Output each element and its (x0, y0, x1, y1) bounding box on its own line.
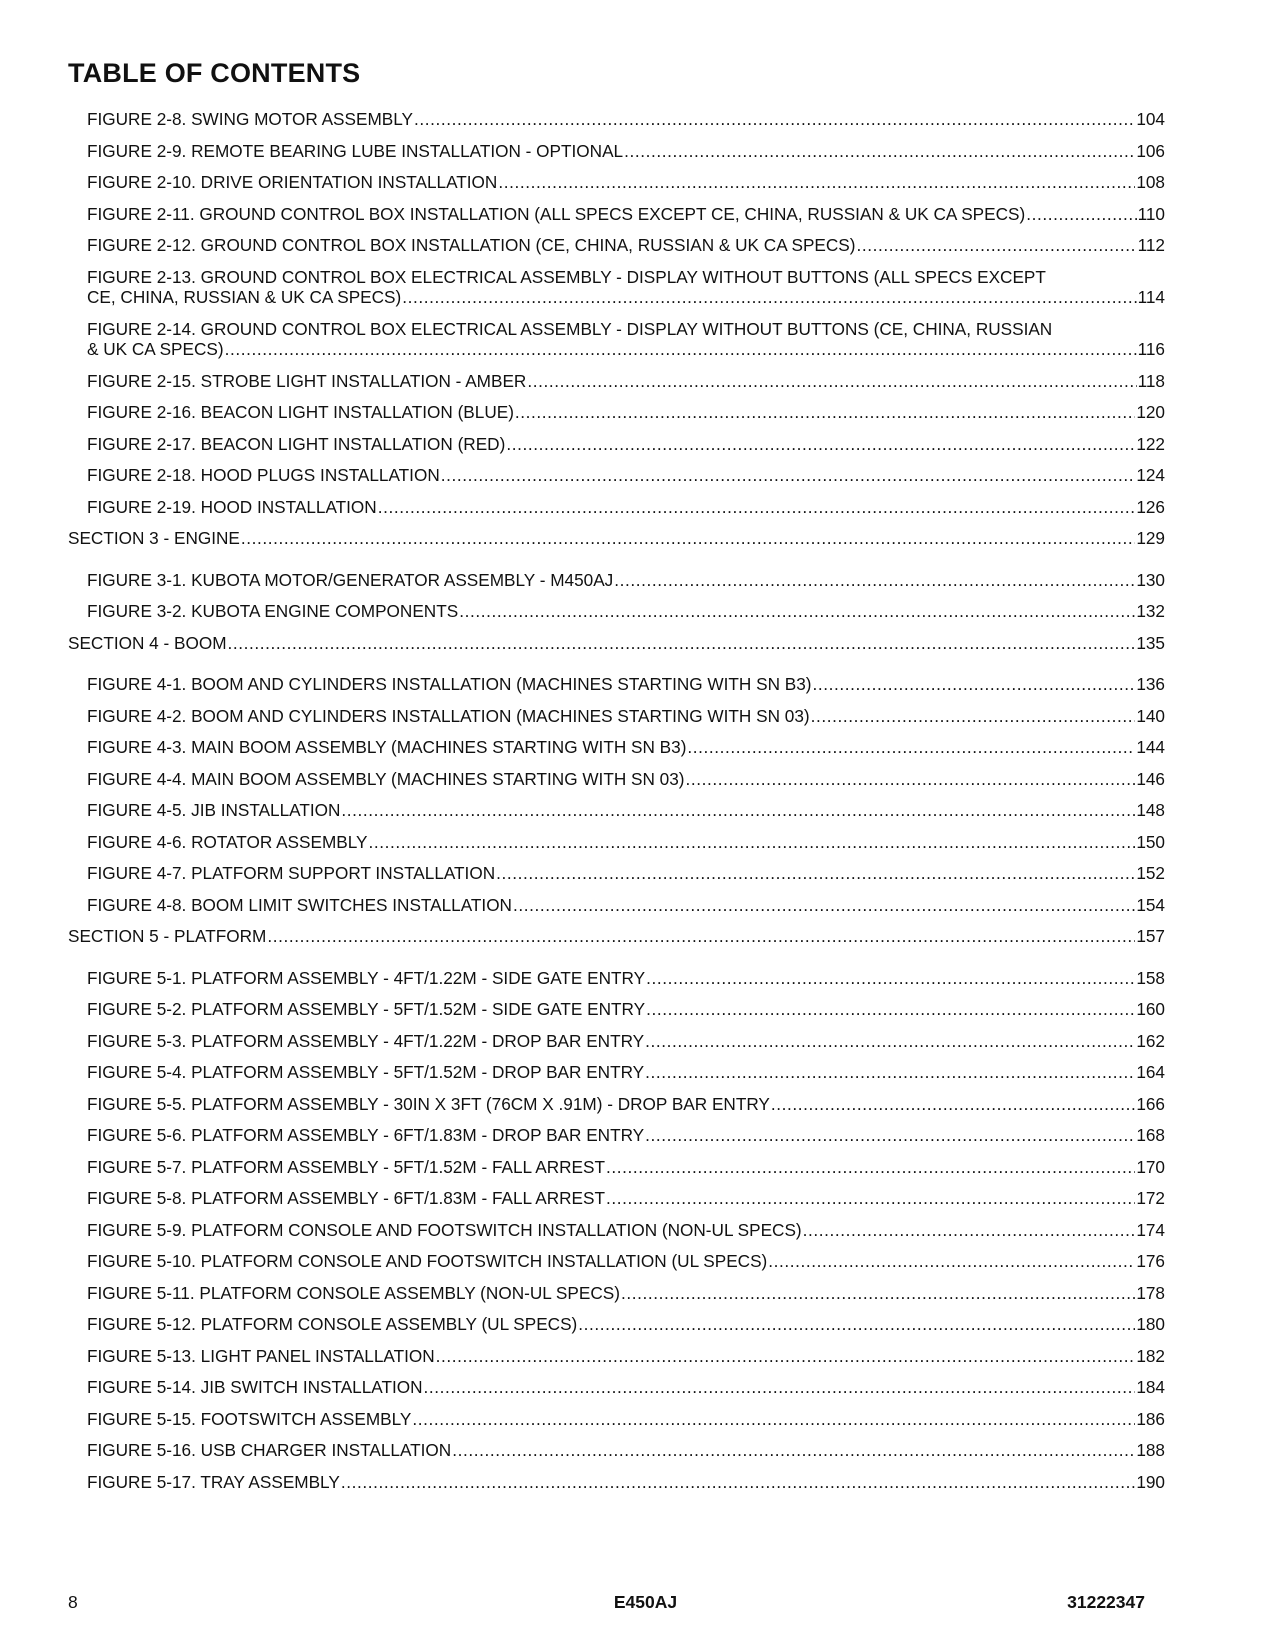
dot-leader (645, 1031, 1135, 1052)
toc-entry-page-number: 182 (1136, 1345, 1165, 1366)
toc-entry-row (87, 706, 1165, 727)
toc-entry-title: FIGURE 5-10. PLATFORM CONSOLE AND FOOTSWITCH INSTALLATION (UL SPECS) (87, 1251, 768, 1271)
toc-figure-entry[interactable] (68, 204, 1165, 225)
toc-entry-page-number: 172 (1136, 1188, 1165, 1208)
toc-figure-entry[interactable] (68, 1472, 1165, 1493)
toc-entry-title: FIGURE 5-7. PLATFORM ASSEMBLY - 5FT/1.52M - FALL ARREST (87, 1156, 605, 1177)
dot-leader (414, 109, 1135, 130)
toc-entry-row (68, 633, 1165, 654)
dot-leader (402, 287, 1136, 308)
toc-entry-row (87, 1377, 1165, 1398)
toc-figure-entry[interactable] (68, 1125, 1165, 1146)
toc-figure-entry[interactable] (68, 1031, 1165, 1052)
toc-entry-row (68, 528, 1165, 549)
toc-figure-entry[interactable] (68, 465, 1165, 486)
dot-leader (813, 674, 1136, 695)
toc-entry-title: FIGURE 4-7. PLATFORM SUPPORT INSTALLATION (87, 863, 496, 883)
dot-leader (452, 1440, 1135, 1461)
toc-entry-page-number: 120 (1136, 402, 1165, 422)
toc-figure-entry[interactable] (68, 601, 1165, 622)
dot-leader (506, 434, 1135, 455)
toc-entry-page-number: 162 (1136, 1030, 1165, 1051)
toc-entry-page-number: 178 (1136, 1282, 1165, 1303)
toc-entry-row (87, 1283, 1165, 1304)
dot-leader (496, 863, 1135, 884)
toc-figure-entry[interactable] (68, 109, 1165, 130)
dot-leader (856, 235, 1136, 256)
toc-entry-row (87, 674, 1165, 695)
page-title: TABLE OF CONTENTS (68, 58, 361, 88)
toc-entry-row (87, 737, 1165, 758)
toc-entry-page-number: 170 (1136, 1156, 1165, 1177)
toc-entry-page-number: 124 (1136, 465, 1165, 485)
toc-entry-page-number: 188 (1136, 1440, 1165, 1460)
toc-entry-title: FIGURE 5-8. PLATFORM ASSEMBLY - 6FT/1.83M - FALL ARREST (87, 1188, 605, 1208)
toc-figure-entry[interactable] (68, 769, 1165, 790)
dot-leader (614, 570, 1135, 591)
toc-entry-row (87, 1125, 1165, 1146)
toc-entry-title: FIGURE 4-8. BOOM LIMIT SWITCHES INSTALLATION (87, 894, 512, 915)
toc-entry-page-number: 166 (1136, 1093, 1165, 1114)
toc-entry-title: FIGURE 4-2. BOOM AND CYLINDERS INSTALLATION (MACHINES STARTING WITH SN 03) (87, 705, 810, 726)
dot-leader (228, 633, 1136, 654)
toc-figure-entry[interactable] (68, 1188, 1165, 1209)
dot-leader (621, 1283, 1135, 1304)
toc-entry-title: FIGURE 4-1. BOOM AND CYLINDERS INSTALLATION (MACHINES STARTING WITH SN B3) (87, 674, 812, 694)
dot-leader (459, 601, 1135, 622)
toc-entry-title: FIGURE 2-19. HOOD INSTALLATION (87, 496, 377, 517)
toc-entry-title: FIGURE 2-16. BEACON LIGHT INSTALLATION (BLUE) (87, 402, 514, 422)
toc-entry-row (87, 601, 1165, 622)
toc-entry-title: FIGURE 5-12. PLATFORM CONSOLE ASSEMBLY (UL SPECS) (87, 1314, 578, 1334)
toc-entry-title: SECTION 3 - ENGINE (68, 528, 240, 548)
toc-section-entry[interactable] (68, 633, 1165, 654)
toc-entry-title: FIGURE 2-10. DRIVE ORIENTATION INSTALLATION (87, 172, 498, 192)
toc-entry-row (87, 1220, 1165, 1241)
toc-entry-title: FIGURE 2-12. GROUND CONTROL BOX INSTALLATION (CE, CHINA, RUSSIAN & UK CA SPECS) (87, 235, 856, 255)
toc-figure-entry[interactable] (68, 832, 1165, 853)
toc-entry-title: FIGURE 3-2. KUBOTA ENGINE COMPONENTS (87, 601, 459, 621)
dot-leader (341, 800, 1135, 821)
dot-leader (498, 172, 1135, 193)
toc-entry-row (87, 287, 1165, 308)
toc-entry-row (87, 204, 1165, 225)
toc-entry-page-number: 116 (1137, 339, 1165, 359)
toc-entry-row (87, 1472, 1165, 1493)
dot-leader (513, 895, 1135, 916)
toc-entry-page-number: 184 (1136, 1377, 1165, 1397)
page-footer (68, 1592, 1145, 1616)
toc-figure-entry[interactable] (68, 235, 1165, 256)
footer-page-number: 8 (68, 1592, 78, 1612)
toc-entry-row (87, 999, 1165, 1020)
toc-entry-title: FIGURE 5-11. PLATFORM CONSOLE ASSEMBLY (NON-UL SPECS) (87, 1282, 620, 1303)
toc-entry-title: FIGURE 5-16. USB CHARGER INSTALLATION (87, 1440, 452, 1460)
dot-leader (412, 1409, 1135, 1430)
toc-figure-entry[interactable] (68, 1346, 1165, 1367)
toc-entry-page-number: 132 (1136, 601, 1165, 621)
dot-leader (241, 528, 1135, 549)
dot-leader (624, 141, 1135, 162)
toc-entry-row (87, 434, 1165, 455)
dot-leader (606, 1157, 1135, 1178)
toc-figure-entry[interactable] (68, 141, 1165, 162)
toc-entry-title: FIGURE 4-4. MAIN BOOM ASSEMBLY (MACHINES STARTING WITH SN 03) (87, 768, 685, 789)
dot-leader (378, 497, 1136, 518)
toc-entry-row (87, 968, 1165, 989)
toc-entry-page-number: 174 (1136, 1219, 1165, 1240)
toc-entry-page-number: 122 (1136, 433, 1165, 454)
toc-entry-row (87, 141, 1165, 162)
toc-entry-page-number: 108 (1136, 172, 1165, 192)
toc-entry-page-number: 158 (1136, 967, 1165, 988)
toc-entry-page-number: 135 (1136, 632, 1165, 653)
toc-entry-page-number: 168 (1136, 1125, 1165, 1145)
toc-entry-title: SECTION 4 - BOOM (68, 632, 227, 653)
toc-entry-page-number: 190 (1136, 1471, 1165, 1492)
toc-entry-row (87, 1251, 1165, 1272)
toc-entry-page-number: 144 (1136, 737, 1165, 757)
toc-entry-title: FIGURE 5-17. TRAY ASSEMBLY (87, 1471, 340, 1492)
toc-entry-page-number: 106 (1136, 140, 1165, 161)
toc-figure-entry[interactable] (68, 895, 1165, 916)
toc-entry-row (68, 926, 1165, 947)
toc-figure-entry[interactable] (68, 737, 1165, 758)
dot-leader (606, 1188, 1135, 1209)
toc-entry-row (87, 402, 1165, 423)
dot-leader (811, 706, 1136, 727)
toc-entry-row (87, 800, 1165, 821)
toc-entry-row (87, 1062, 1165, 1083)
toc-entry-row (87, 863, 1165, 884)
dot-leader (768, 1251, 1135, 1272)
toc-entry-row (87, 465, 1165, 486)
toc-entry-page-number: 186 (1136, 1408, 1165, 1429)
dot-leader (527, 371, 1136, 392)
toc-entry-title: FIGURE 2-9. REMOTE BEARING LUBE INSTALLATION - OPTIONAL (87, 140, 624, 161)
toc-figure-entry[interactable] (68, 319, 1165, 360)
toc-entry-title: FIGURE 2-11. GROUND CONTROL BOX INSTALLATION (ALL SPECS EXCEPT CE, CHINA, RUSSIAN & UK CA SPECS) (87, 203, 1026, 224)
toc-figure-entry[interactable] (68, 1377, 1165, 1398)
toc-figure-entry[interactable] (68, 968, 1165, 989)
toc-figure-entry[interactable] (68, 1314, 1165, 1335)
toc-entry-page-number: 146 (1136, 768, 1165, 789)
toc-entry-page-number: 126 (1136, 496, 1165, 517)
toc-figure-entry[interactable] (68, 999, 1165, 1020)
table-of-contents (68, 109, 1165, 1503)
toc-entry-title: FIGURE 4-6. ROTATOR ASSEMBLY (87, 831, 368, 852)
toc-entry-title: FIGURE 5-4. PLATFORM ASSEMBLY - 5FT/1.52M - DROP BAR ENTRY (87, 1062, 645, 1082)
toc-entry-row (87, 109, 1165, 130)
toc-entry-title: FIGURE 5-13. LIGHT PANEL INSTALLATION (87, 1345, 435, 1366)
toc-entry-title: FIGURE 2-15. STROBE LIGHT INSTALLATION - AMBER (87, 370, 527, 391)
dot-leader (645, 1125, 1135, 1146)
toc-entry-title: FIGURE 2-17. BEACON LIGHT INSTALLATION (RED) (87, 433, 506, 454)
toc-figure-entry[interactable] (68, 1440, 1165, 1461)
toc-entry-page-number: 110 (1137, 203, 1165, 224)
toc-entry-row (87, 1031, 1165, 1052)
toc-entry-page-number: 140 (1136, 705, 1165, 726)
toc-entry-title: FIGURE 5-5. PLATFORM ASSEMBLY - 30IN X 3FT (76CM X .91M) - DROP BAR ENTRY (87, 1093, 770, 1114)
dot-leader (771, 1094, 1135, 1115)
toc-figure-entry[interactable] (68, 1251, 1165, 1272)
toc-figure-entry[interactable] (68, 172, 1165, 193)
toc-entry-row (87, 1094, 1165, 1115)
dot-leader (646, 999, 1135, 1020)
toc-figure-entry[interactable] (68, 674, 1165, 695)
dot-leader (578, 1314, 1135, 1335)
dot-leader (686, 769, 1136, 790)
toc-entry-page-number: 148 (1136, 800, 1165, 820)
toc-figure-entry[interactable] (68, 1062, 1165, 1083)
dot-leader (368, 832, 1135, 853)
dot-leader (515, 402, 1135, 423)
toc-entry-row (87, 497, 1165, 518)
toc-entry-page-number: 180 (1136, 1314, 1165, 1334)
toc-entry-page-number: 104 (1136, 109, 1165, 129)
dot-leader (225, 339, 1137, 360)
toc-entry-title: FIGURE 5-9. PLATFORM CONSOLE AND FOOTSWITCH INSTALLATION (NON-UL SPECS) (87, 1219, 802, 1240)
dot-leader (341, 1472, 1136, 1493)
toc-entry-row (87, 769, 1165, 790)
footer-document-number: 31222347 (1067, 1592, 1145, 1612)
toc-entry-row (87, 570, 1165, 591)
toc-entry-page-number: 114 (1137, 287, 1165, 307)
toc-entry-title: CE, CHINA, RUSSIAN & UK CA SPECS) (87, 287, 402, 307)
toc-figure-entry[interactable] (68, 1094, 1165, 1115)
dot-leader (267, 926, 1135, 947)
toc-section-entry[interactable] (68, 926, 1165, 947)
toc-entry-page-number: 157 (1136, 926, 1165, 946)
toc-entry-page-number: 160 (1136, 999, 1165, 1019)
toc-entry-page-number: 118 (1137, 370, 1165, 391)
toc-entry-title: FIGURE 5-6. PLATFORM ASSEMBLY - 6FT/1.83M - DROP BAR ENTRY (87, 1125, 645, 1145)
toc-entry-row (87, 339, 1165, 360)
toc-figure-entry[interactable] (68, 434, 1165, 455)
toc-entry-title: SECTION 5 - PLATFORM (68, 926, 267, 946)
toc-entry-row (87, 1440, 1165, 1461)
toc-entry-page-number: 130 (1136, 569, 1165, 590)
toc-entry-title: FIGURE 5-3. PLATFORM ASSEMBLY - 4FT/1.22M - DROP BAR ENTRY (87, 1030, 645, 1051)
toc-figure-entry[interactable] (68, 570, 1165, 591)
dot-leader (687, 737, 1135, 758)
toc-entry-page-number: 152 (1136, 863, 1165, 883)
toc-entry-row (87, 1188, 1165, 1209)
toc-entry-page-number: 176 (1136, 1251, 1165, 1271)
toc-entry-page-number: 112 (1137, 235, 1165, 255)
dot-leader (645, 1062, 1135, 1083)
toc-figure-entry[interactable] (68, 1409, 1165, 1430)
toc-entry-title: FIGURE 4-5. JIB INSTALLATION (87, 800, 341, 820)
toc-figure-entry[interactable] (68, 800, 1165, 821)
toc-entry-title: FIGURE 4-3. MAIN BOOM ASSEMBLY (MACHINES STARTING WITH SN B3) (87, 737, 687, 757)
toc-figure-entry[interactable] (68, 267, 1165, 308)
toc-entry-page-number: 150 (1136, 831, 1165, 852)
toc-entry-row (87, 235, 1165, 256)
toc-entry-title: FIGURE 2-8. SWING MOTOR ASSEMBLY (87, 109, 413, 129)
toc-entry-title: FIGURE 3-1. KUBOTA MOTOR/GENERATOR ASSEMBLY - M450AJ (87, 569, 614, 590)
toc-entry-title: FIGURE 5-1. PLATFORM ASSEMBLY - 4FT/1.22M - SIDE GATE ENTRY (87, 967, 646, 988)
toc-entry-page-number: 136 (1136, 674, 1165, 694)
toc-entry-row (87, 832, 1165, 853)
toc-entry-row (87, 1409, 1165, 1430)
toc-figure-entry[interactable] (68, 1283, 1165, 1304)
toc-entry-row (87, 1314, 1165, 1335)
toc-figure-entry[interactable] (68, 497, 1165, 518)
toc-entry-row (87, 1346, 1165, 1367)
toc-section-entry[interactable] (68, 528, 1165, 549)
toc-entry-title-line: FIGURE 2-14. GROUND CONTROL BOX ELECTRICAL ASSEMBLY - DISPLAY WITHOUT BUTTONS (CE, CHINA, RUSSIAN (87, 318, 1053, 339)
dot-leader (803, 1220, 1136, 1241)
toc-entry-page-number: 154 (1136, 894, 1165, 915)
toc-figure-entry[interactable] (68, 402, 1165, 423)
toc-entry-page-number: 164 (1136, 1062, 1165, 1082)
toc-figure-entry[interactable] (68, 863, 1165, 884)
toc-entry-title: FIGURE 5-2. PLATFORM ASSEMBLY - 5FT/1.52M - SIDE GATE ENTRY (87, 999, 646, 1019)
toc-entry-title: FIGURE 5-15. FOOTSWITCH ASSEMBLY (87, 1408, 412, 1429)
toc-entry-title: FIGURE 2-18. HOOD PLUGS INSTALLATION (87, 465, 440, 485)
toc-entry-title: & UK CA SPECS) (87, 339, 224, 359)
toc-figure-entry[interactable] (68, 1220, 1165, 1241)
toc-entry-row (87, 1157, 1165, 1178)
toc-figure-entry[interactable] (68, 1157, 1165, 1178)
toc-entry-page-number: 129 (1136, 528, 1165, 548)
dot-leader (436, 1346, 1136, 1367)
toc-entry-row (87, 172, 1165, 193)
toc-figure-entry[interactable] (68, 371, 1165, 392)
toc-entry-row (87, 371, 1165, 392)
toc-entry-title: FIGURE 5-14. JIB SWITCH INSTALLATION (87, 1377, 423, 1397)
dot-leader (441, 465, 1136, 486)
footer-model-name: E450AJ (613, 1592, 678, 1612)
dot-leader (646, 968, 1135, 989)
dot-leader (424, 1377, 1136, 1398)
toc-entry-title-line: FIGURE 2-13. GROUND CONTROL BOX ELECTRICAL ASSEMBLY - DISPLAY WITHOUT BUTTONS (ALL SPECS EXCEPT (87, 266, 1046, 287)
toc-figure-entry[interactable] (68, 706, 1165, 727)
toc-entry-row (87, 895, 1165, 916)
dot-leader (1026, 204, 1136, 225)
